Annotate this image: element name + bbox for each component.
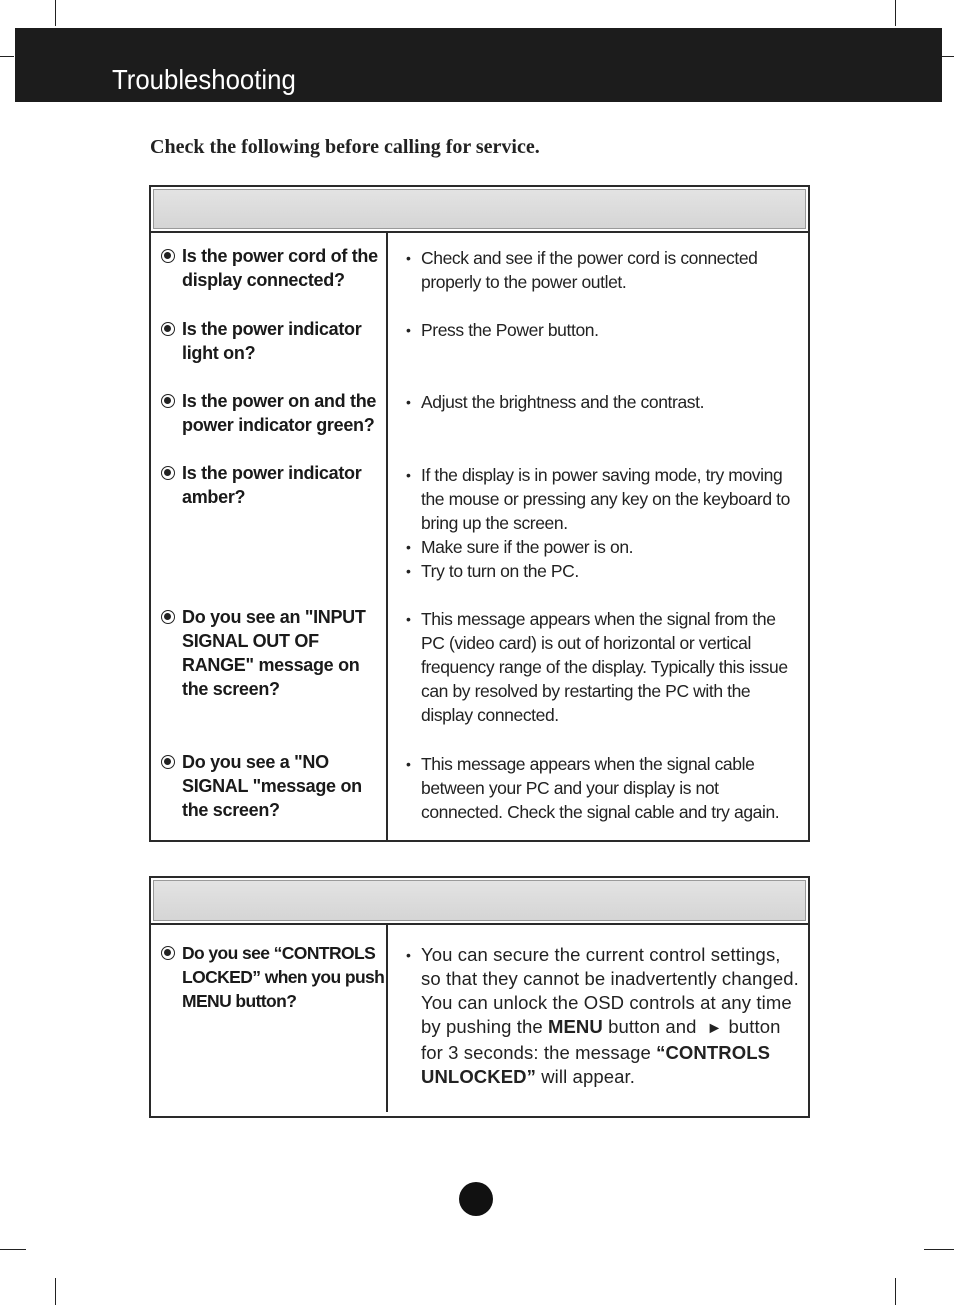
controls-unlocked-keyword: “CONTROLS UNLOCKED” [421, 1042, 771, 1087]
answer-item: • Try to turn on the PC. [406, 559, 801, 583]
answer-controls-locked [406, 943, 801, 1089]
troubleshooting-table-1 [149, 185, 810, 842]
crop-mark [0, 56, 14, 57]
question-text: Is the power cord of the display connected? [182, 246, 378, 290]
question-text: Is the power indicator amber? [182, 463, 362, 507]
crop-mark [895, 0, 896, 26]
intro-text: Check the following before calling for service. [150, 136, 540, 158]
question-text: Is the power on and the power indicator green? [182, 391, 377, 435]
crop-mark [55, 1278, 56, 1305]
question-power-amber [161, 461, 389, 509]
question-out-of-range [161, 605, 389, 701]
radio-bullet-icon [161, 394, 175, 408]
table-header [151, 878, 808, 925]
radio-bullet-icon [161, 755, 175, 769]
question-power-cord [161, 244, 389, 292]
answer-power-amber [406, 463, 801, 583]
question-text: Do you see an "INPUT SIGNAL OUT OF RANGE" message on the screen? [182, 607, 366, 699]
header-bar [15, 28, 942, 102]
answer-power-cord [406, 246, 801, 294]
crop-mark [55, 0, 56, 26]
answer-item: • You can secure the current control settings, so that they cannot be inadvertently changed. You can unlock the OSD controls at any time by pushing the MENU button and ► button for 3 seconds: the message “CONTROLS UNLOCKED” will appear. [406, 943, 801, 1089]
crop-mark [940, 56, 954, 57]
answer-power-light [406, 318, 801, 342]
right-triangle-icon: ► [706, 1020, 723, 1037]
answer-item: • Press the Power button. [406, 318, 801, 342]
answer-item: • This message appears when the signal cable between your PC and your display is not connected. Check the signal cable and try again. [406, 752, 801, 824]
question-text: Do you see a "NO SIGNAL "message on the screen? [182, 752, 362, 820]
answer-no-signal [406, 752, 801, 824]
question-power-light [161, 317, 389, 365]
radio-bullet-icon [161, 610, 175, 624]
radio-bullet-icon [161, 946, 175, 960]
troubleshooting-table-2 [149, 876, 810, 1118]
answer-item: • This message appears when the signal from the PC (video card) is out of horizontal or vertical frequency range of the display. Typically this issue can by resolved by restarting the PC with the display connected. [406, 607, 801, 727]
answer-out-of-range [406, 607, 801, 727]
answer-item: • Check and see if the power cord is connected properly to the power outlet. [406, 246, 801, 294]
question-power-green [161, 389, 389, 437]
question-text: Is the power indicator light on? [182, 319, 362, 363]
question-text: Do you see “CONTROLS LOCKED” when you push MENU button? [182, 943, 385, 1011]
question-no-signal [161, 750, 389, 822]
answer-item: • Make sure if the power is on. [406, 535, 801, 559]
answer-item: • If the display is in power saving mode, try moving the mouse or pressing any key on the keyboard to bring up the screen. [406, 463, 801, 535]
question-controls-locked [161, 941, 389, 1013]
crop-mark [895, 1278, 896, 1305]
crop-mark [924, 1249, 954, 1250]
page-title: Troubleshooting [112, 64, 296, 95]
radio-bullet-icon [161, 249, 175, 263]
radio-bullet-icon [161, 466, 175, 480]
radio-bullet-icon [161, 322, 175, 336]
table-header [151, 187, 808, 233]
crop-mark [0, 1249, 26, 1250]
answer-power-green [406, 390, 801, 414]
menu-keyword: MENU [547, 1016, 603, 1037]
page-marker-circle [459, 1182, 493, 1216]
answer-item: • Adjust the brightness and the contrast. [406, 390, 801, 414]
